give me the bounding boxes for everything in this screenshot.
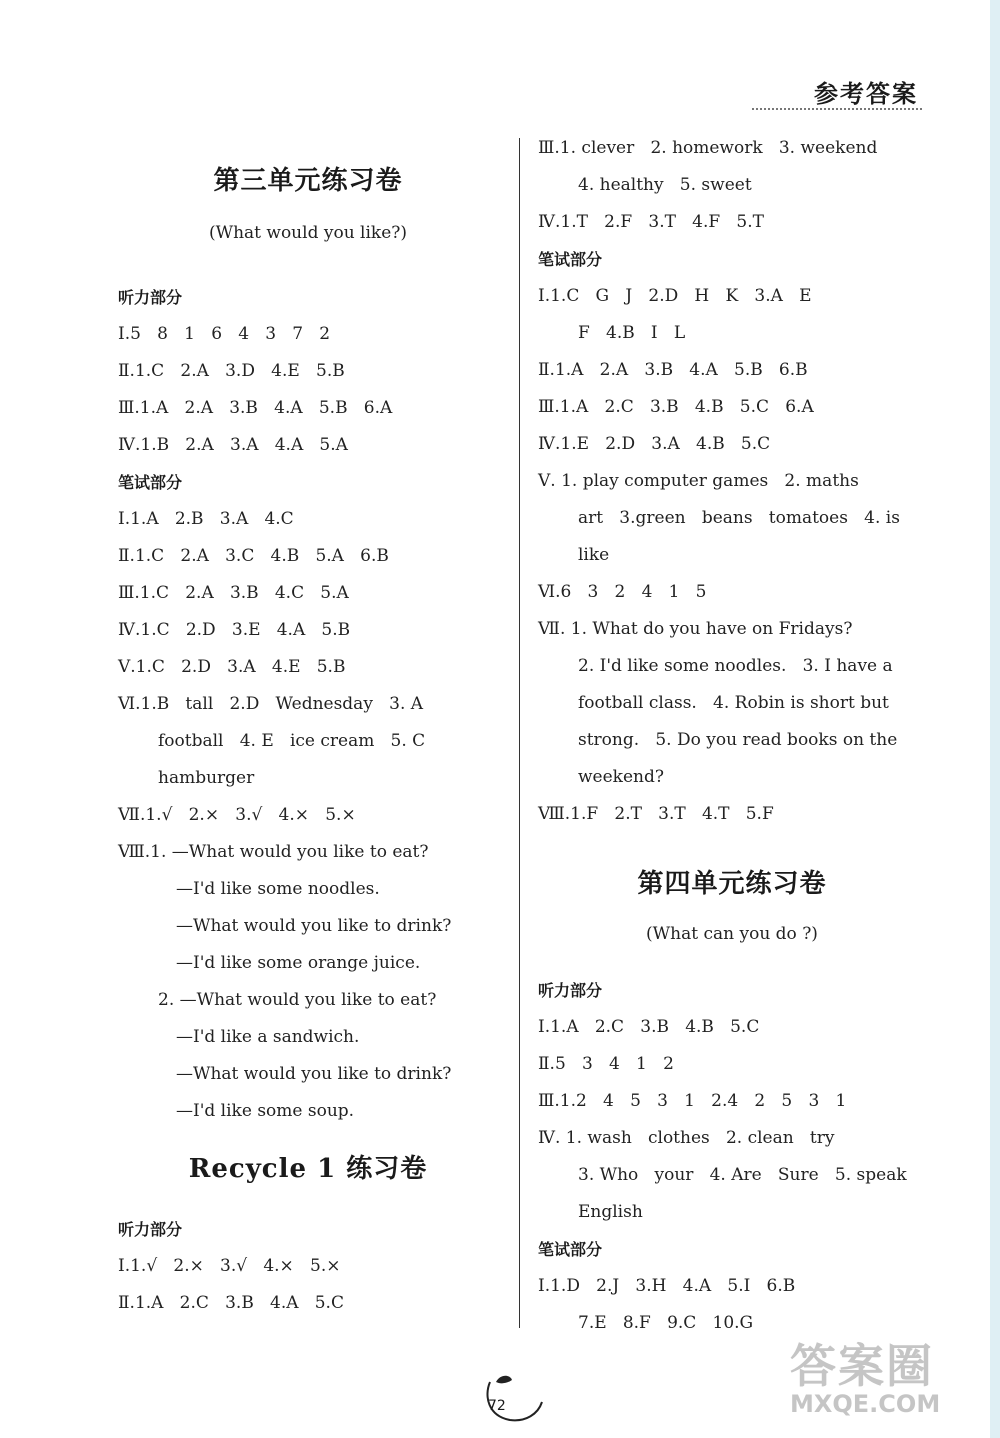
unit3-title: 第三单元练习卷 xyxy=(213,166,403,196)
answer-line: Ⅰ.1.D 2.J 3.H 4.A 5.I 6.B xyxy=(538,1276,796,1296)
answer-line: Ⅲ.1.2 4 5 3 1 2.4 2 5 3 1 xyxy=(538,1091,847,1111)
answer-line: Ⅰ.1.C G J 2.D H K 3.A E xyxy=(538,286,812,306)
recycle-writing-label: 笔试部分 xyxy=(538,250,603,269)
unit3-listening-label: 听力部分 xyxy=(118,288,183,307)
page-header-title: 参考答案 xyxy=(814,80,918,108)
answer-line: football 4. E ice cream 5. C xyxy=(158,731,426,751)
unit4-writing-label: 笔试部分 xyxy=(538,1240,603,1259)
answer-line: Ⅲ.1.A 2.C 3.B 4.B 5.C 6.A xyxy=(538,397,814,417)
answer-line: Ⅰ.1.√ 2.× 3.√ 4.× 5.× xyxy=(118,1256,341,1276)
answer-line: —I'd like some soup. xyxy=(176,1101,355,1121)
answer-line: Ⅵ.6 3 2 4 1 5 xyxy=(538,582,707,602)
column-divider xyxy=(519,138,520,1328)
unit4-subtitle: (What can you do ?) xyxy=(646,924,818,944)
header-dotted-rule xyxy=(752,108,922,110)
answer-line: Ⅰ.1.A 2.C 3.B 4.B 5.C xyxy=(538,1017,760,1037)
answer-line: Ⅳ.1.T 2.F 3.T 4.F 5.T xyxy=(538,212,764,232)
answer-line: strong. 5. Do you read books on the xyxy=(578,730,898,750)
answer-line: Ⅶ.1.√ 2.× 3.√ 4.× 5.× xyxy=(118,805,356,825)
answer-line: —What would you like to drink? xyxy=(176,916,452,936)
unit4-title: 第四单元练习卷 xyxy=(637,869,827,899)
answer-line: 2. —What would you like to eat? xyxy=(158,990,437,1010)
answer-line: Ⅳ.1.E 2.D 3.A 4.B 5.C xyxy=(538,434,771,454)
answer-line: —I'd like a sandwich. xyxy=(176,1027,360,1047)
answer-line: —I'd like some orange juice. xyxy=(176,953,421,973)
watermark-logo xyxy=(790,1330,980,1430)
answer-line: Ⅰ.1.A 2.B 3.A 4.C xyxy=(118,509,294,529)
answer-line: football class. 4. Robin is short but xyxy=(578,693,889,713)
answer-line: —I'd like some noodles. xyxy=(176,879,380,899)
answer-line: 4. healthy 5. sweet xyxy=(578,175,752,195)
answer-line: hamburger xyxy=(158,768,255,788)
answer-line: 3. Who your 4. Are Sure 5. speak xyxy=(578,1165,907,1185)
answer-line: Ⅱ.1.C 2.A 3.D 4.E 5.B xyxy=(118,361,345,381)
page-number: 72 xyxy=(488,1398,506,1414)
answer-line: Ⅳ. 1. wash clothes 2. clean try xyxy=(538,1128,835,1148)
answer-line: Ⅶ. 1. What do you have on Fridays? xyxy=(538,619,853,639)
answer-line: Ⅴ.1.C 2.D 3.A 4.E 5.B xyxy=(118,657,346,677)
answer-line: Ⅱ.5 3 4 1 2 xyxy=(538,1054,674,1074)
answer-line: Ⅷ.1. —What would you like to eat? xyxy=(118,842,429,862)
recycle-title: Recycle 1 练习卷 xyxy=(188,1154,428,1184)
answer-line: Ⅱ.1.A 2.C 3.B 4.A 5.C xyxy=(118,1293,344,1313)
watermark-main: 答案圈 xyxy=(790,1339,934,1393)
unit3-writing-label: 笔试部分 xyxy=(118,473,183,492)
answer-line: Ⅲ.1.C 2.A 3.B 4.C 5.A xyxy=(118,583,349,603)
answer-line: 7.E 8.F 9.C 10.G xyxy=(578,1313,754,1333)
answer-line: like xyxy=(578,545,610,565)
answer-line: Ⅵ.1.B tall 2.D Wednesday 3. A xyxy=(118,694,424,714)
answer-line: Ⅷ.1.F 2.T 3.T 4.T 5.F xyxy=(538,804,774,824)
answer-line: English xyxy=(578,1202,643,1222)
left-column xyxy=(118,130,498,1322)
right-column xyxy=(538,130,926,1342)
answer-line: 2. I'd like some noodles. 3. I have a xyxy=(578,656,893,676)
answer-line: Ⅲ.1.A 2.A 3.B 4.A 5.B 6.A xyxy=(118,398,393,418)
unit3-subtitle: (What would you like?) xyxy=(208,223,408,243)
answer-line: Ⅴ. 1. play computer games 2. maths xyxy=(538,471,859,491)
answer-line: F 4.B I L xyxy=(578,323,686,343)
answer-line: Ⅱ.1.A 2.A 3.B 4.A 5.B 6.B xyxy=(538,360,808,380)
watermark-url: MXQE.COM xyxy=(790,1390,941,1418)
answer-line: Ⅰ.5 8 1 6 4 3 7 2 xyxy=(118,324,331,344)
unit4-listening-label: 听力部分 xyxy=(538,981,603,1000)
answer-line: Ⅲ.1. clever 2. homework 3. weekend xyxy=(538,138,878,158)
answer-line: Ⅱ.1.C 2.A 3.C 4.B 5.A 6.B xyxy=(118,546,389,566)
page-edge-strip xyxy=(990,0,1000,1438)
answer-line: weekend? xyxy=(578,767,664,787)
answer-line: —What would you like to drink? xyxy=(176,1064,452,1084)
answer-line: art 3.green beans tomatoes 4. is xyxy=(578,508,900,528)
answer-line: Ⅳ.1.C 2.D 3.E 4.A 5.B xyxy=(118,620,351,640)
answer-line: Ⅳ.1.B 2.A 3.A 4.A 5.A xyxy=(118,435,348,455)
recycle-listening-label: 听力部分 xyxy=(118,1220,183,1239)
